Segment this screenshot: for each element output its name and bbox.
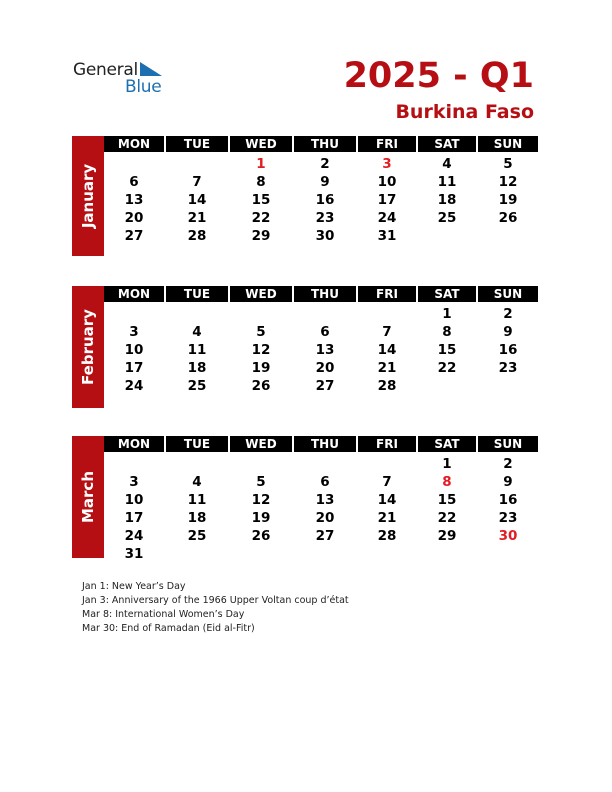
day-cell: 27 bbox=[315, 378, 335, 394]
day-cell: 2 bbox=[320, 156, 330, 172]
day-cell: 27 bbox=[315, 528, 335, 544]
day-cell: 21 bbox=[377, 510, 397, 526]
holiday-notes bbox=[82, 580, 349, 636]
weekday-header: FRI bbox=[358, 286, 416, 302]
day-cell: 17 bbox=[124, 510, 144, 526]
day-cell: 9 bbox=[320, 174, 330, 190]
day-cell bbox=[294, 455, 356, 473]
day-cell: 7 bbox=[192, 174, 202, 190]
day-cell: 11 bbox=[187, 342, 207, 358]
day-cell bbox=[166, 305, 228, 323]
weekday-header: MON bbox=[104, 136, 164, 152]
weekday-header: THU bbox=[294, 136, 356, 152]
month-february bbox=[72, 286, 540, 408]
week-row bbox=[104, 323, 540, 341]
day-cell bbox=[418, 545, 476, 563]
day-cell: 12 bbox=[251, 492, 271, 508]
generalblue-logo bbox=[73, 60, 173, 100]
day-cell: 16 bbox=[498, 492, 518, 508]
day-cell bbox=[294, 305, 356, 323]
day-cell bbox=[478, 227, 538, 245]
month-tab bbox=[72, 286, 104, 408]
week-row bbox=[104, 305, 540, 323]
week-row bbox=[104, 227, 540, 245]
day-cell: 4 bbox=[192, 474, 202, 490]
day-cell: 19 bbox=[251, 360, 271, 376]
day-cell: 3 bbox=[129, 324, 139, 340]
day-cell: 22 bbox=[251, 210, 271, 226]
weekday-header: TUE bbox=[166, 286, 228, 302]
day-cell bbox=[358, 305, 416, 323]
day-cell: 3 bbox=[382, 156, 392, 172]
day-cell: 27 bbox=[124, 228, 144, 244]
day-cell bbox=[418, 227, 476, 245]
weekday-header: THU bbox=[294, 286, 356, 302]
calendar-grid bbox=[104, 286, 540, 395]
weekday-header: FRI bbox=[358, 136, 416, 152]
week-row bbox=[104, 173, 540, 191]
day-cell: 21 bbox=[377, 360, 397, 376]
day-cell bbox=[230, 305, 292, 323]
day-cell bbox=[358, 545, 416, 563]
day-cell: 23 bbox=[498, 360, 518, 376]
day-cell: 4 bbox=[192, 324, 202, 340]
logo-general-text: General bbox=[73, 60, 138, 80]
month-label: February bbox=[79, 309, 97, 385]
week-row bbox=[104, 491, 540, 509]
day-cell: 18 bbox=[437, 192, 457, 208]
month-tab bbox=[72, 136, 104, 256]
weekday-header: MON bbox=[104, 286, 164, 302]
day-cell bbox=[104, 305, 164, 323]
weekday-header: SAT bbox=[418, 286, 476, 302]
weekday-header: FRI bbox=[358, 436, 416, 452]
day-cell: 4 bbox=[442, 156, 452, 172]
weekday-header: SAT bbox=[418, 136, 476, 152]
holiday-note: Jan 3: Anniversary of the 1966 Upper Voltan coup d’état bbox=[82, 595, 349, 606]
day-cell: 16 bbox=[498, 342, 518, 358]
day-cell: 19 bbox=[251, 510, 271, 526]
day-cell bbox=[358, 455, 416, 473]
day-cell bbox=[418, 377, 476, 395]
day-cell: 6 bbox=[129, 174, 139, 190]
day-cell: 16 bbox=[315, 192, 335, 208]
week-row bbox=[104, 209, 540, 227]
week-row bbox=[104, 473, 540, 491]
weekday-header-row bbox=[104, 436, 540, 452]
page-title: 2025 - Q1 bbox=[343, 56, 534, 96]
day-cell: 13 bbox=[315, 342, 335, 358]
week-row bbox=[104, 509, 540, 527]
day-cell: 5 bbox=[503, 156, 513, 172]
day-cell: 18 bbox=[187, 510, 207, 526]
day-cell: 20 bbox=[315, 510, 335, 526]
day-cell: 6 bbox=[320, 474, 330, 490]
day-cell: 1 bbox=[442, 306, 452, 322]
day-cell: 11 bbox=[437, 174, 457, 190]
logo-blue-text: Blue bbox=[125, 77, 162, 97]
day-cell: 7 bbox=[382, 324, 392, 340]
month-march bbox=[72, 436, 540, 562]
day-cell: 26 bbox=[498, 210, 518, 226]
day-cell bbox=[166, 545, 228, 563]
day-cell: 25 bbox=[187, 378, 207, 394]
day-cell: 24 bbox=[124, 528, 144, 544]
day-cell: 1 bbox=[256, 156, 266, 172]
day-cell: 13 bbox=[315, 492, 335, 508]
day-cell bbox=[166, 155, 228, 173]
day-cell: 21 bbox=[187, 210, 207, 226]
day-cell: 8 bbox=[442, 324, 452, 340]
day-cell bbox=[230, 545, 292, 563]
week-row bbox=[104, 377, 540, 395]
day-cell: 23 bbox=[315, 210, 335, 226]
day-cell bbox=[294, 545, 356, 563]
calendar-grid bbox=[104, 436, 540, 563]
weekday-header: TUE bbox=[166, 436, 228, 452]
month-label: January bbox=[79, 163, 97, 229]
calendar-grid bbox=[104, 136, 540, 245]
day-cell: 14 bbox=[377, 342, 397, 358]
day-cell: 12 bbox=[498, 174, 518, 190]
day-cell bbox=[478, 545, 538, 563]
day-cell: 31 bbox=[124, 546, 144, 562]
weekday-header: WED bbox=[230, 136, 292, 152]
day-cell: 8 bbox=[442, 474, 452, 490]
weekday-header-row bbox=[104, 136, 540, 152]
month-tab bbox=[72, 436, 104, 558]
day-cell: 25 bbox=[187, 528, 207, 544]
day-cell: 19 bbox=[498, 192, 518, 208]
weekday-header: SAT bbox=[418, 436, 476, 452]
day-cell: 9 bbox=[503, 324, 513, 340]
day-cell: 22 bbox=[437, 360, 457, 376]
day-cell: 26 bbox=[251, 378, 271, 394]
day-cell: 23 bbox=[498, 510, 518, 526]
day-cell: 15 bbox=[437, 342, 457, 358]
week-row bbox=[104, 527, 540, 545]
day-cell: 11 bbox=[187, 492, 207, 508]
day-cell: 15 bbox=[251, 192, 271, 208]
day-cell: 6 bbox=[320, 324, 330, 340]
day-cell: 17 bbox=[124, 360, 144, 376]
weekday-header: TUE bbox=[166, 136, 228, 152]
week-row bbox=[104, 155, 540, 173]
day-cell: 10 bbox=[377, 174, 397, 190]
weekday-header: SUN bbox=[478, 436, 538, 452]
day-cell: 25 bbox=[437, 210, 457, 226]
weekday-header: SUN bbox=[478, 136, 538, 152]
day-cell: 9 bbox=[503, 474, 513, 490]
day-cell: 30 bbox=[315, 228, 335, 244]
day-cell: 5 bbox=[256, 324, 266, 340]
day-cell: 5 bbox=[256, 474, 266, 490]
day-cell: 29 bbox=[437, 528, 457, 544]
day-cell bbox=[478, 377, 538, 395]
logo-triangle-icon bbox=[140, 62, 162, 78]
day-cell: 2 bbox=[503, 306, 513, 322]
day-cell: 24 bbox=[377, 210, 397, 226]
day-cell: 14 bbox=[377, 492, 397, 508]
day-cell: 14 bbox=[187, 192, 207, 208]
day-cell: 22 bbox=[437, 510, 457, 526]
month-label: March bbox=[79, 470, 97, 524]
month-january bbox=[72, 136, 540, 256]
holiday-note: Mar 8: International Women’s Day bbox=[82, 609, 245, 620]
day-cell: 28 bbox=[187, 228, 207, 244]
week-row bbox=[104, 455, 540, 473]
day-cell bbox=[104, 455, 164, 473]
weekday-header: WED bbox=[230, 436, 292, 452]
day-cell: 15 bbox=[437, 492, 457, 508]
day-cell bbox=[166, 455, 228, 473]
day-cell: 28 bbox=[377, 528, 397, 544]
day-cell: 10 bbox=[124, 342, 144, 358]
weekday-header: MON bbox=[104, 436, 164, 452]
day-cell: 17 bbox=[377, 192, 397, 208]
day-cell: 12 bbox=[251, 342, 271, 358]
holiday-note: Jan 1: New Year’s Day bbox=[82, 581, 186, 592]
week-row bbox=[104, 341, 540, 359]
day-cell: 20 bbox=[124, 210, 144, 226]
day-cell: 2 bbox=[503, 456, 513, 472]
day-cell: 28 bbox=[377, 378, 397, 394]
day-cell: 10 bbox=[124, 492, 144, 508]
day-cell: 30 bbox=[498, 528, 518, 544]
week-row bbox=[104, 359, 540, 377]
day-cell: 3 bbox=[129, 474, 139, 490]
day-cell: 31 bbox=[377, 228, 397, 244]
weekday-header: WED bbox=[230, 286, 292, 302]
day-cell bbox=[230, 455, 292, 473]
day-cell: 18 bbox=[187, 360, 207, 376]
day-cell bbox=[104, 155, 164, 173]
country-name: Burkina Faso bbox=[395, 101, 534, 123]
day-cell: 26 bbox=[251, 528, 271, 544]
day-cell: 7 bbox=[382, 474, 392, 490]
weekday-header: THU bbox=[294, 436, 356, 452]
week-row bbox=[104, 545, 540, 563]
weekday-header-row bbox=[104, 286, 540, 302]
day-cell: 24 bbox=[124, 378, 144, 394]
day-cell: 29 bbox=[251, 228, 271, 244]
weekday-header: SUN bbox=[478, 286, 538, 302]
day-cell: 8 bbox=[256, 174, 266, 190]
day-cell: 13 bbox=[124, 192, 144, 208]
holiday-note: Mar 30: End of Ramadan (Eid al-Fitr) bbox=[82, 623, 255, 634]
week-row bbox=[104, 191, 540, 209]
day-cell: 1 bbox=[442, 456, 452, 472]
day-cell: 20 bbox=[315, 360, 335, 376]
